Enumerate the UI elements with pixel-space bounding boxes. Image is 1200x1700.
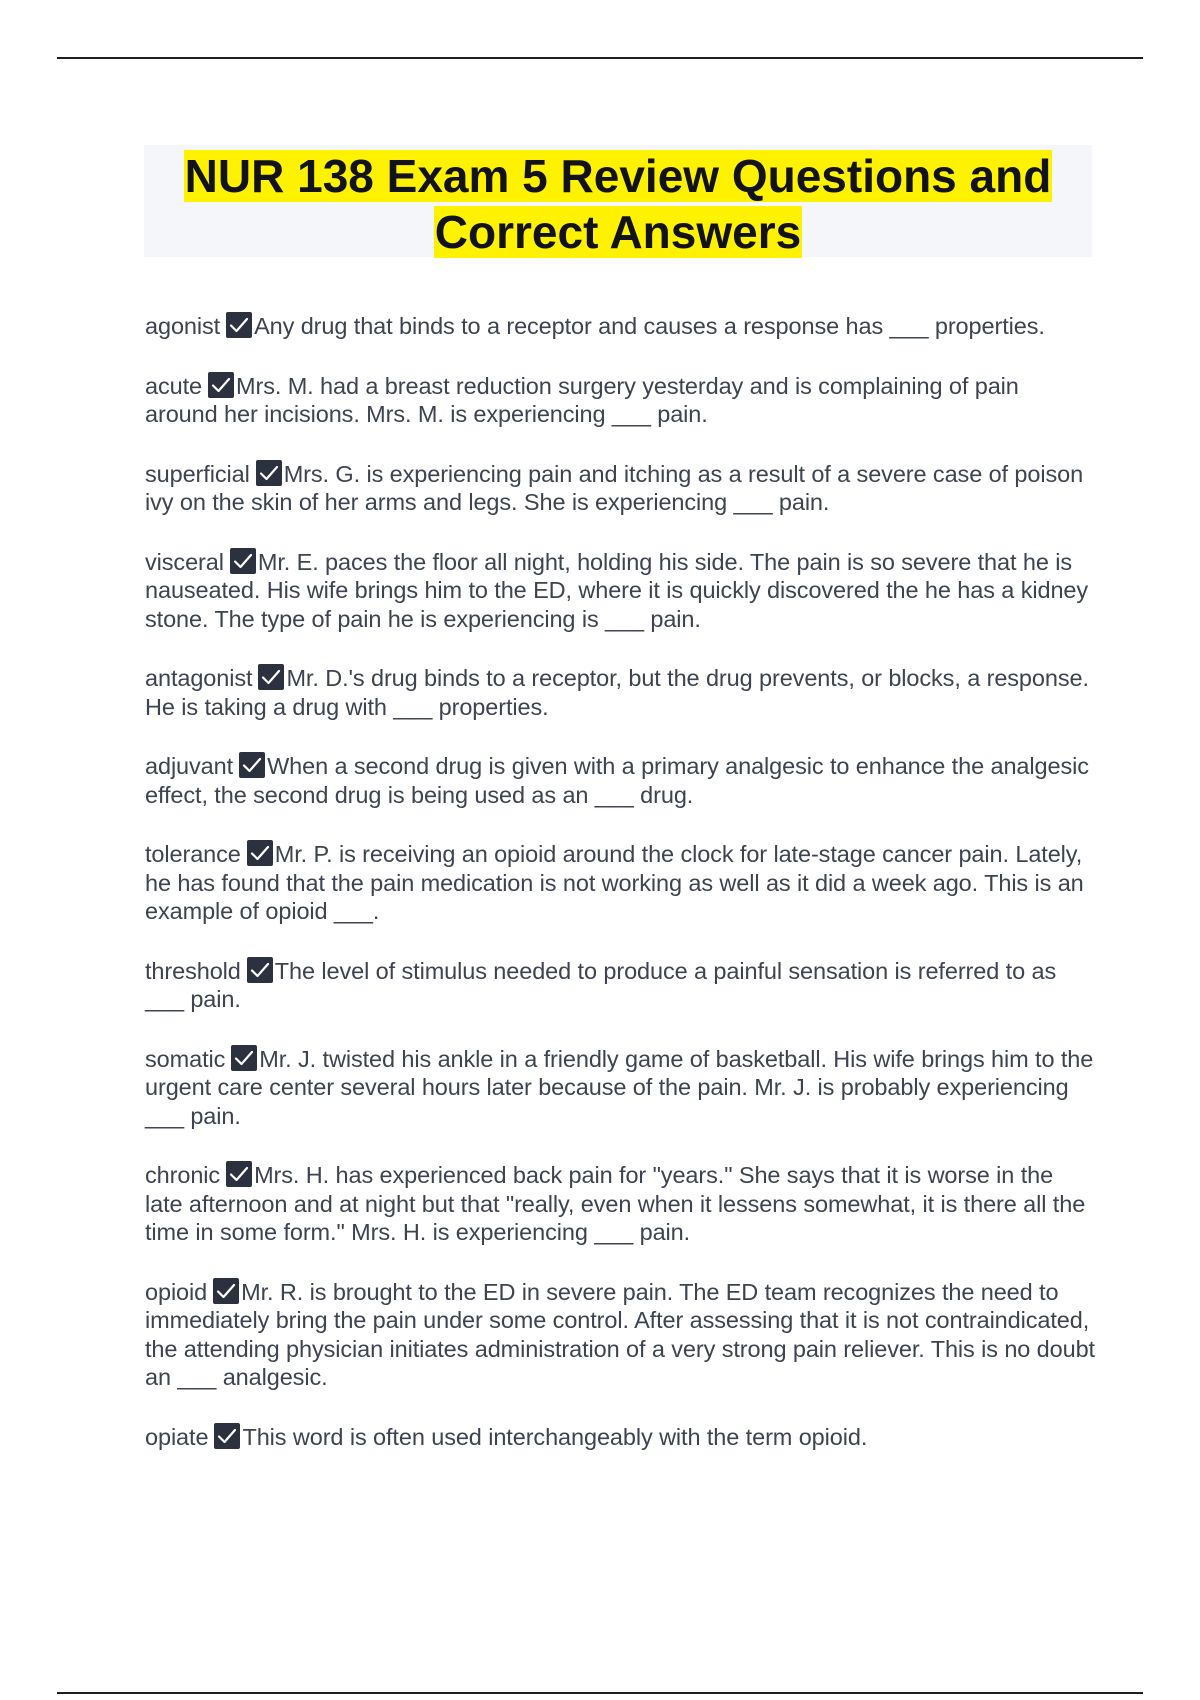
question-text: Mr. P. is receiving an opioid around the clock for late-stage cancer pain. Lately, he has found that the pain medication is not working as well as it did a week ago. This is an example of opioid ___. — [145, 841, 1084, 924]
title-line-1: NUR 138 Exam 5 Review Questions and — [184, 150, 1052, 202]
question-text: Mrs. H. has experienced back pain for "years." She says that it is worse in the late afternoon and at night but that "really, even when it lessens somewhat, it is there all the time in some form." Mrs. H. is experiencing ___ pain. — [145, 1162, 1086, 1245]
answer-term: visceral — [145, 548, 224, 575]
answer-term: tolerance — [145, 841, 241, 867]
top-rule — [57, 57, 1143, 59]
check-box-icon — [230, 548, 256, 574]
answer-term: somatic — [145, 1045, 226, 1072]
answer-term: superficial — [145, 460, 250, 487]
qa-item — [145, 752, 1095, 809]
answer-term: agonist — [145, 313, 221, 339]
check-box-icon — [247, 957, 273, 983]
check-box-icon — [214, 1423, 240, 1449]
qa-item — [145, 460, 1095, 517]
question-text: Mr. J. twisted his ankle in a friendly game of basketball. His wife brings him to the urgent care center several hours later because of the pain. Mr. J. is probably experiencing ___ pain. — [145, 1045, 1094, 1129]
qa-list — [145, 312, 1095, 1482]
answer-term: antagonist — [145, 665, 253, 691]
qa-item — [145, 548, 1095, 634]
check-box-icon — [226, 1161, 252, 1187]
question-text: Mr. E. paces the floor all night, holding his side. The pain is so severe that he is nauseated. His wife brings him to the ED, where it is quickly discovered the he has a kidney stone. The type of pain he is experiencing is ___ pain. — [145, 548, 1089, 632]
answer-term: acute — [145, 372, 202, 399]
bottom-rule — [57, 1692, 1143, 1694]
answer-term: opioid — [145, 1278, 208, 1305]
qa-item — [145, 372, 1095, 429]
answer-term: chronic — [145, 1162, 221, 1188]
question-text: The level of stimulus needed to produce a painful sensation is referred to as ___ pain. — [145, 957, 1057, 1012]
answer-term: opiate — [145, 1423, 209, 1450]
qa-item — [145, 1423, 1095, 1452]
question-text: Mrs. G. is experiencing pain and itching as a result of a severe case of poison ivy on the skin of her arms and legs. She is experiencing ___ pain. — [145, 460, 1084, 515]
qa-item — [145, 312, 1095, 341]
check-box-icon — [208, 372, 234, 398]
qa-item — [145, 1278, 1095, 1392]
question-text: Mr. R. is brought to the ED in severe pain. The ED team recognizes the need to immediately bring the pain under some control. After assessing that it is not contraindicated, the attending physician initiates administration of a very strong pain reliever. This is no doubt an ___ analgesic. — [145, 1278, 1095, 1390]
check-box-icon — [226, 312, 252, 338]
document-title — [144, 145, 1092, 260]
title-panel — [144, 145, 1092, 257]
qa-item — [145, 664, 1095, 721]
answer-term: adjuvant — [145, 753, 234, 779]
question-text: Mr. D.'s drug binds to a receptor, but the drug prevents, or blocks, a response. He is taking a drug with ___ properties. — [145, 665, 1089, 720]
check-box-icon — [247, 840, 273, 866]
question-text: This word is often used interchangeably with the term opioid. — [242, 1423, 868, 1450]
check-box-icon — [239, 752, 265, 778]
question-text: When a second drug is given with a primary analgesic to enhance the analgesic effect, the second drug is being used as an ___ drug. — [145, 753, 1089, 808]
question-text: Mrs. M. had a breast reduction surgery yesterday and is complaining of pain around her incisions. Mrs. M. is experiencing ___ pain. — [145, 372, 1019, 427]
qa-item — [145, 1045, 1095, 1131]
check-box-icon — [213, 1278, 239, 1304]
title-line-2: Correct Answers — [434, 206, 802, 258]
check-box-icon — [231, 1045, 257, 1071]
qa-item — [145, 957, 1095, 1014]
qa-item — [145, 840, 1095, 926]
check-box-icon — [258, 664, 284, 690]
question-text: Any drug that binds to a receptor and causes a response has ___ properties. — [254, 313, 1045, 339]
check-box-icon — [256, 460, 282, 486]
qa-item — [145, 1161, 1095, 1247]
answer-term: threshold — [145, 957, 241, 984]
